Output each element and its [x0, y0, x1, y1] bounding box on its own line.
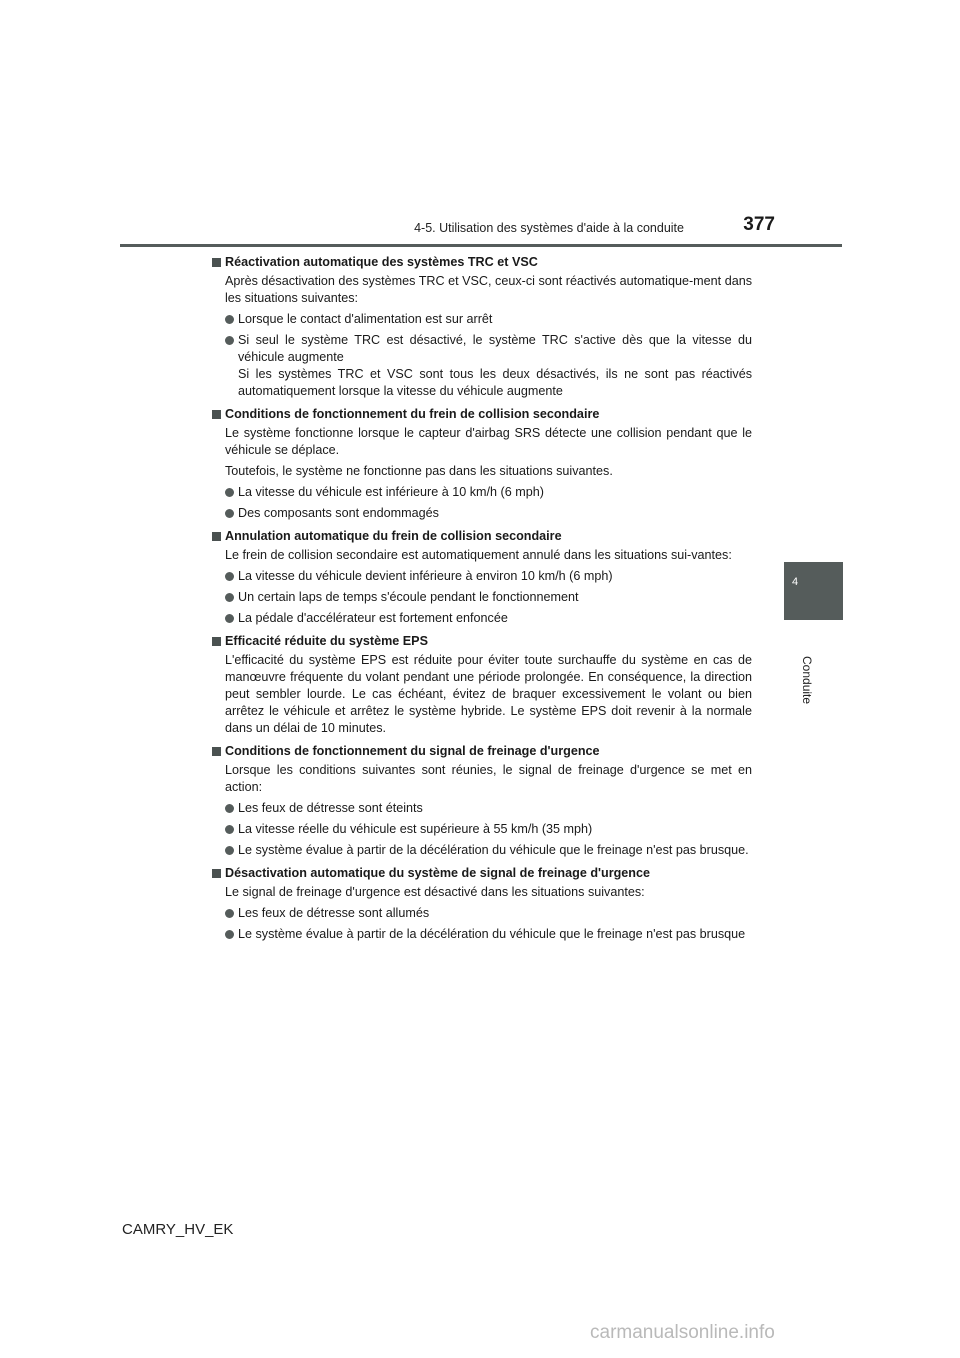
- list-item: [225, 589, 752, 606]
- list-item-text: Les feux de détresse sont allumés: [238, 906, 430, 920]
- paragraph: Le signal de freinage d'urgence est désactivé dans les situations suivantes:: [225, 885, 645, 899]
- list-item: [225, 484, 752, 501]
- list-item: [225, 926, 752, 943]
- list-item-text: La vitesse réelle du véhicule est supérieure à 55 km/h (35 mph): [238, 822, 593, 836]
- list-item: [225, 905, 752, 922]
- list-item-text: Un certain laps de temps s'écoule pendant le fonctionnement: [238, 590, 579, 604]
- list-item: [225, 800, 752, 817]
- list-item-text: Des composants sont endommagés: [238, 506, 439, 520]
- running-header-section: 4-5. Utilisation des systèmes d'aide à la conduite: [414, 221, 684, 235]
- circle-bullet-icon: [225, 336, 234, 345]
- circle-bullet-icon: [225, 909, 234, 918]
- list-item: [225, 332, 752, 400]
- paragraph: Le frein de collision secondaire est automatiquement annulé dans les situations sui-vantes:: [225, 548, 732, 562]
- section-heading: [212, 865, 752, 882]
- square-bullet-icon: [212, 869, 221, 878]
- watermark: carmanualsonline.info: [590, 1322, 775, 1343]
- list-item: [225, 505, 752, 522]
- section-heading: [212, 406, 752, 423]
- list-item-text: Si seul le système TRC est désactivé, le système TRC s'active dès que la vitesse du véhicule augmente: [238, 333, 752, 364]
- page-number: 377: [743, 214, 775, 235]
- circle-bullet-icon: [225, 315, 234, 324]
- circle-bullet-icon: [225, 825, 234, 834]
- header-rule: [120, 244, 842, 247]
- list-item: [225, 821, 752, 838]
- section-heading: [212, 528, 752, 545]
- list-item-text: La pédale d'accélérateur est fortement enfoncée: [238, 611, 508, 625]
- list-item-text: La vitesse du véhicule devient inférieure à environ 10 km/h (6 mph): [238, 569, 613, 583]
- heading-text: Désactivation automatique du système de signal de freinage d'urgence: [225, 866, 651, 880]
- circle-bullet-icon: [225, 572, 234, 581]
- circle-bullet-icon: [225, 846, 234, 855]
- circle-bullet-icon: [225, 593, 234, 602]
- heading-text: Conditions de fonctionnement du frein de collision secondaire: [225, 407, 600, 421]
- heading-text: Conditions de fonctionnement du signal de freinage d'urgence: [225, 744, 600, 758]
- paragraph: Après désactivation des systèmes TRC et VSC, ceux-ci sont réactivés automatique-ment dans les situations suivantes:: [225, 274, 752, 305]
- paragraph: Lorsque les conditions suivantes sont réunies, le signal de freinage d'urgence se met en action:: [225, 763, 752, 794]
- list-item: [225, 311, 752, 328]
- list-item-text: Le système évalue à partir de la décélération du véhicule que le freinage n'est pas brusque: [238, 927, 746, 941]
- list-item-text: Les feux de détresse sont éteints: [238, 801, 423, 815]
- section-heading: [212, 743, 752, 760]
- heading-text: Réactivation automatique des systèmes TRC et VSC: [225, 255, 538, 269]
- circle-bullet-icon: [225, 804, 234, 813]
- square-bullet-icon: [212, 637, 221, 646]
- chapter-number: 4: [792, 576, 799, 588]
- circle-bullet-icon: [225, 930, 234, 939]
- square-bullet-icon: [212, 747, 221, 756]
- section-heading: [212, 254, 752, 271]
- chapter-tab: [784, 562, 843, 620]
- list-item-text: Si les systèmes TRC et VSC sont tous les deux désactivés, ils ne sont pas réactivés automatiquement lorsque la vitesse du véhicule augmente: [238, 367, 752, 398]
- square-bullet-icon: [212, 532, 221, 541]
- circle-bullet-icon: [225, 614, 234, 623]
- circle-bullet-icon: [225, 488, 234, 497]
- list-item: [225, 842, 752, 859]
- heading-text: Efficacité réduite du système EPS: [225, 634, 428, 648]
- circle-bullet-icon: [225, 509, 234, 518]
- heading-text: Annulation automatique du frein de collision secondaire: [225, 529, 562, 543]
- list-item-text: Lorsque le contact d'alimentation est sur arrêt: [238, 312, 493, 326]
- paragraph: Le système fonctionne lorsque le capteur d'airbag SRS détecte une collision pendant que le véhicule se déplace.: [225, 426, 752, 457]
- list-item-text: La vitesse du véhicule est inférieure à 10 km/h (6 mph): [238, 485, 544, 499]
- footer-model-code: CAMRY_HV_EK: [122, 1221, 234, 1238]
- chapter-label: Conduite: [800, 656, 814, 705]
- square-bullet-icon: [212, 258, 221, 267]
- page-body: [212, 254, 752, 947]
- paragraph: Toutefois, le système ne fonctionne pas dans les situations suivantes.: [225, 464, 613, 478]
- square-bullet-icon: [212, 410, 221, 419]
- section-heading: [212, 633, 752, 650]
- list-item-text: Le système évalue à partir de la décélération du véhicule que le freinage n'est pas brusque.: [238, 843, 749, 857]
- list-item: [225, 568, 752, 585]
- list-item: [225, 610, 752, 627]
- paragraph: L'efficacité du système EPS est réduite pour éviter toute surchauffe du système en cas de manœuvre fréquente du volant pendant une période prolongée. En conséquence, la direction peut sembler lourde. Le cas échéant, évitez de braquer excessivement le volant ou bien arrêtez le véhicule et arrêtez le système hybride. Le système EPS doit revenir à la normale dans un délai de 10 minutes.: [225, 653, 752, 735]
